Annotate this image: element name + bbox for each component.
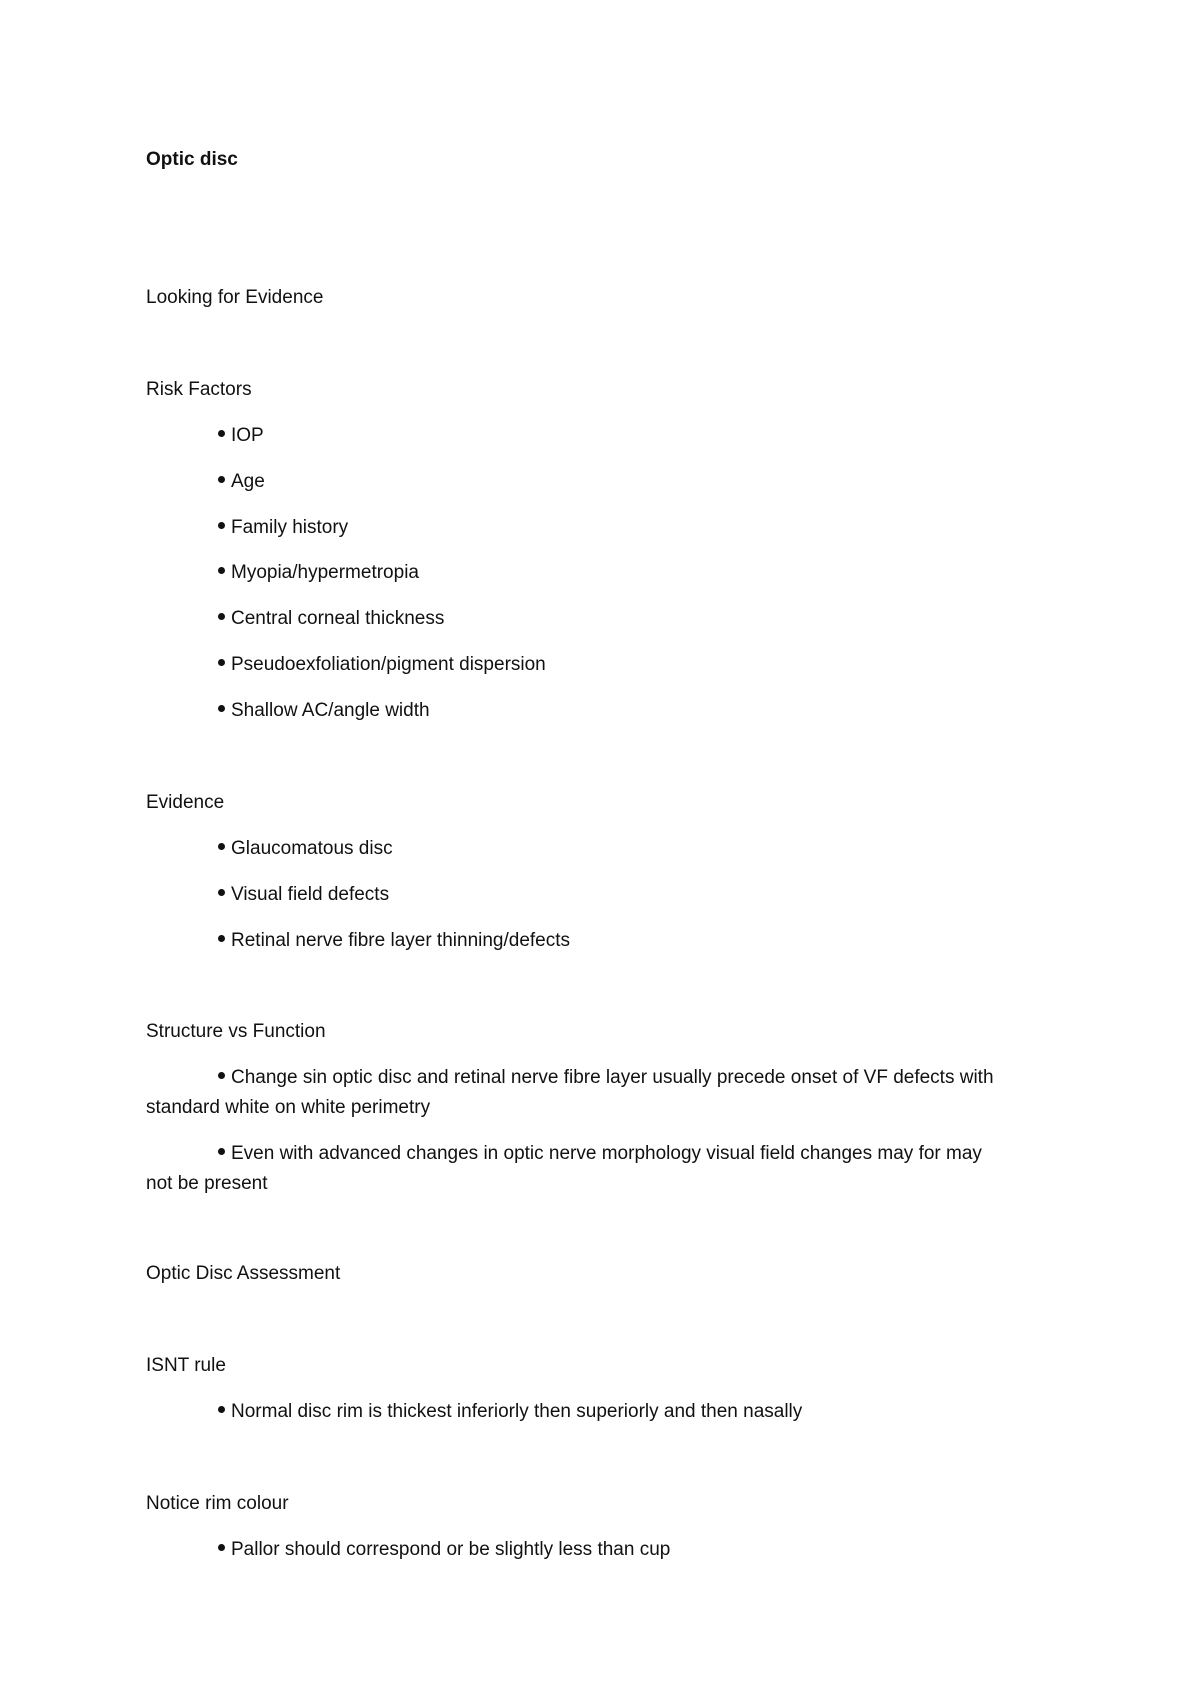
document-title: Optic disc <box>146 149 238 170</box>
heading-optic-disc-assessment: Optic Disc Assessment <box>146 1263 341 1284</box>
bullet-icon <box>218 522 225 529</box>
list-item: Glaucomatous disc <box>218 839 393 858</box>
list-item-continuation: standard white on white perimetry <box>146 1097 431 1118</box>
heading-looking-for-evidence: Looking for Evidence <box>146 287 324 308</box>
bullet-icon <box>218 705 225 712</box>
bullet-icon <box>218 430 225 437</box>
heading-notice-rim-colour: Notice rim colour <box>146 1493 289 1514</box>
list-item: Visual field defects <box>218 885 389 904</box>
bullet-icon <box>218 1148 225 1155</box>
list-item: Change sin optic disc and retinal nerve fibre layer usually precede onset of VF defects with <box>218 1068 994 1087</box>
list-item: Even with advanced changes in optic nerve morphology visual field changes may for may <box>218 1144 982 1163</box>
heading-evidence: Evidence <box>146 792 225 813</box>
bullet-icon <box>218 1406 225 1413</box>
heading-structure-vs-function: Structure vs Function <box>146 1021 326 1042</box>
list-item: Myopia/hypermetropia <box>218 563 419 582</box>
bullet-icon <box>218 1072 225 1079</box>
bullet-icon <box>218 935 225 942</box>
list-item: Pallor should correspond or be slightly less than cup <box>218 1540 670 1559</box>
bullet-icon <box>218 613 225 620</box>
list-item: Pseudoexfoliation/pigment dispersion <box>218 655 546 674</box>
heading-risk-factors: Risk Factors <box>146 379 252 400</box>
list-item-continuation: not be present <box>146 1173 268 1194</box>
bullet-icon <box>218 476 225 483</box>
list-item: Central corneal thickness <box>218 609 444 628</box>
bullet-icon <box>218 1544 225 1551</box>
list-item: Family history <box>218 518 348 537</box>
list-item: Age <box>218 472 265 491</box>
bullet-icon <box>218 843 225 850</box>
list-item: Shallow AC/angle width <box>218 701 430 720</box>
list-item: Retinal nerve fibre layer thinning/defects <box>218 931 570 950</box>
heading-isnt-rule: ISNT rule <box>146 1355 226 1376</box>
bullet-icon <box>218 567 225 574</box>
bullet-icon <box>218 659 225 666</box>
list-item: Normal disc rim is thickest inferiorly then superiorly and then nasally <box>218 1402 802 1421</box>
bullet-icon <box>218 889 225 896</box>
list-item: IOP <box>218 426 264 445</box>
